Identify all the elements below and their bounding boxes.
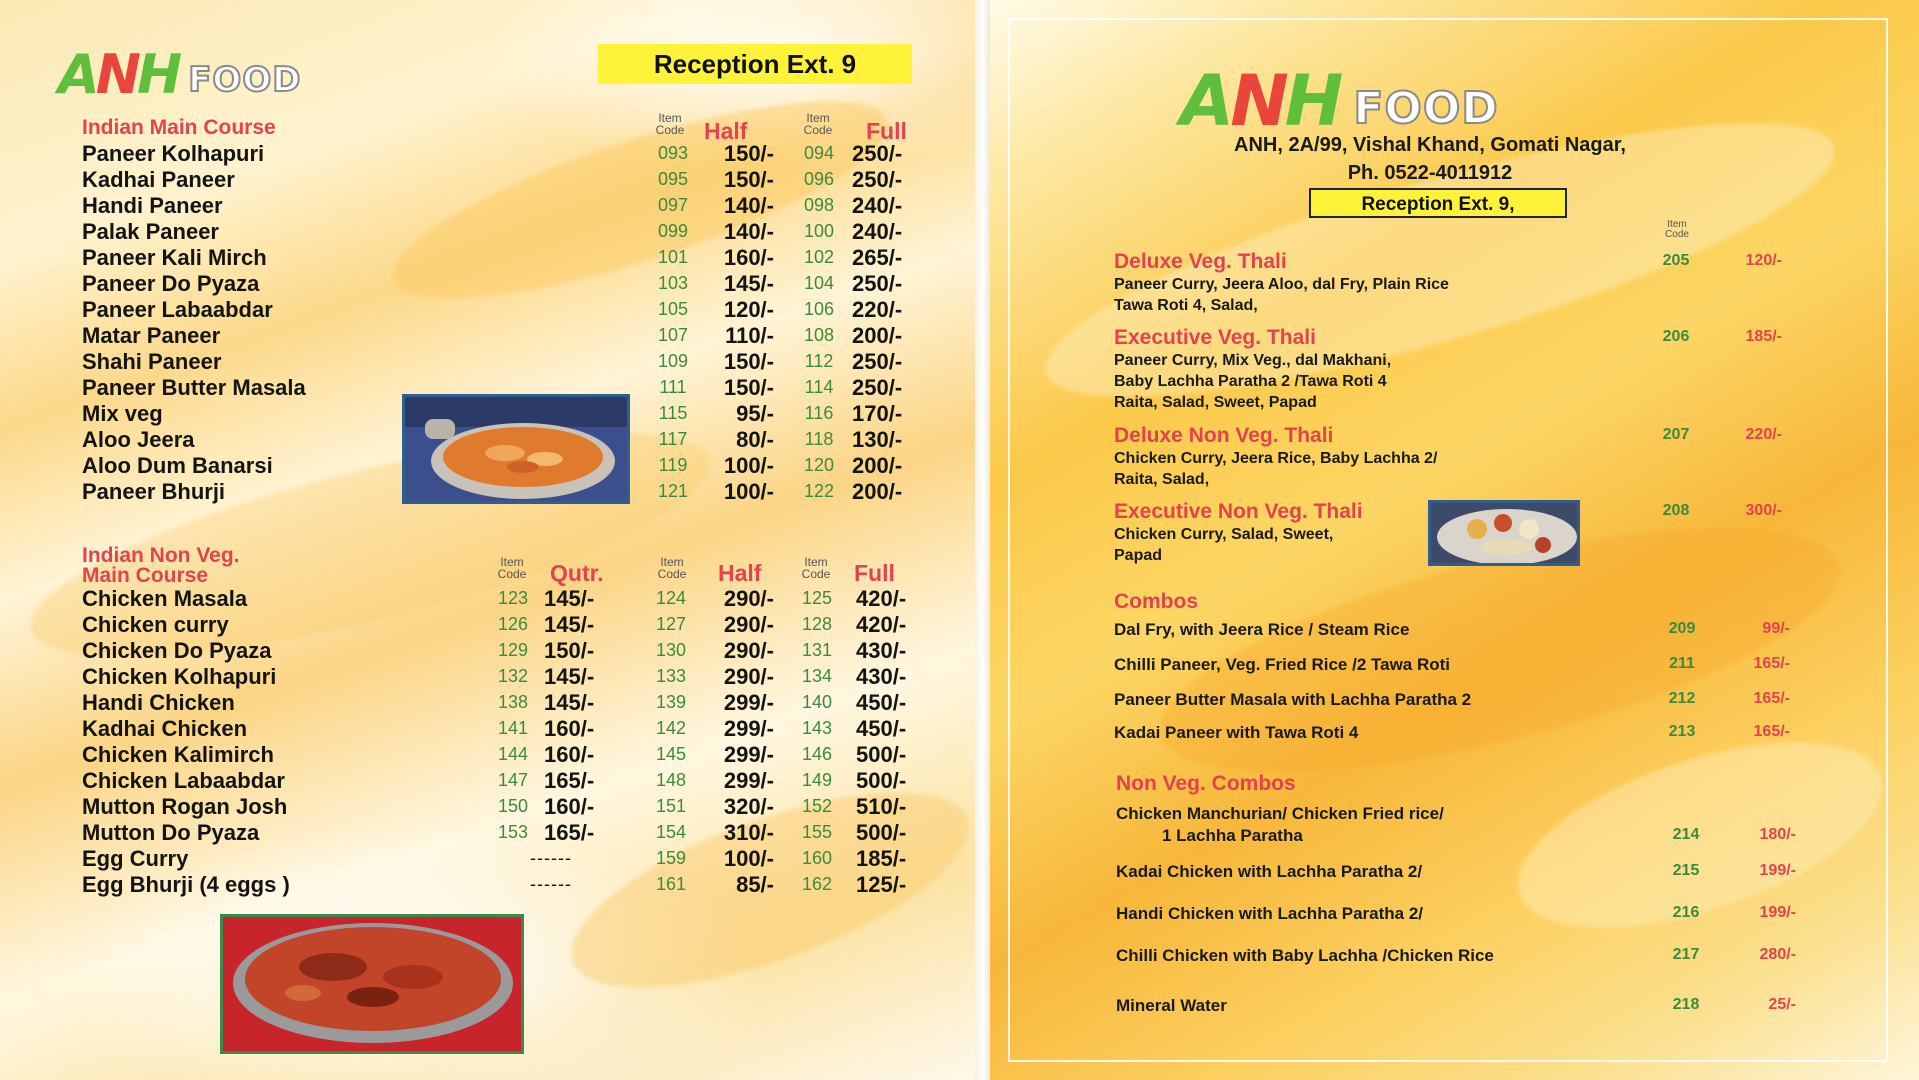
item-price: 25/- [1768, 996, 1796, 1013]
half-price: 290/- [723, 586, 774, 611]
item-code: 214 [1672, 826, 1700, 843]
item-code: 138 [497, 692, 529, 712]
item-code: 215 [1672, 862, 1700, 879]
item-code: 217 [1672, 946, 1700, 963]
reception-extension-banner: Reception Ext. 9 [598, 44, 912, 84]
dish-name: Mutton Do Pyaza [82, 820, 260, 845]
item-code: 117 [658, 429, 688, 449]
half-price: 150/- [723, 167, 774, 192]
quarter-price-header: Qutr. [550, 560, 604, 586]
item-code: 116 [804, 403, 834, 423]
item-price: 165/- [1753, 655, 1790, 672]
item-code: 211 [1669, 655, 1695, 672]
item-code: 155 [801, 822, 833, 842]
logo-anh-text: ANH [1180, 60, 1340, 142]
item-code: 096 [803, 169, 835, 189]
thali-description-line: Tawa Roti 4, Salad, [1114, 297, 1258, 314]
full-price: 220/- [852, 297, 903, 322]
item-price: 199/- [1759, 904, 1796, 921]
item-code: 143 [801, 718, 833, 738]
item-code: 150 [497, 796, 529, 816]
menu-item-row [82, 846, 942, 872]
item-price: 165/- [1753, 690, 1790, 707]
item-code: 206 [1662, 328, 1690, 345]
half-price: 290/- [723, 612, 774, 637]
half-price: 100/- [723, 453, 774, 478]
dish-name: Chicken Kalimirch [82, 742, 274, 767]
menu-item-row [82, 141, 942, 167]
half-price: 100/- [723, 479, 774, 504]
item-code: 108 [803, 325, 835, 345]
logo-food-text: FOOD [188, 60, 302, 100]
item-code: 131 [801, 640, 833, 660]
dish-name: Egg Curry [82, 846, 189, 871]
item-price: 220/- [1745, 426, 1782, 443]
full-price: 430/- [856, 638, 907, 663]
menu-item-row [82, 664, 942, 690]
half-price: 290/- [723, 664, 774, 689]
menu-item-row [82, 690, 942, 716]
dish-name: Chicken curry [82, 612, 229, 637]
item-code: 213 [1668, 723, 1696, 740]
section-title-nonveg-combos: Non Veg. Combos [1116, 772, 1296, 795]
item-code: 100 [803, 221, 835, 241]
thali-item [1114, 326, 1634, 413]
item-code: 130 [655, 640, 687, 660]
quarter-price-unavailable: ------ [530, 874, 572, 894]
dish-name: Palak Paneer [82, 219, 219, 244]
paneer-dish-photo [402, 394, 630, 504]
thali-title: Deluxe Non Veg. Thali [1114, 424, 1334, 447]
dish-name: Egg Bhurji (4 eggs ) [82, 872, 290, 897]
item-code: 093 [657, 143, 689, 163]
full-price-header: Full [854, 560, 895, 586]
half-price-header: Half [718, 560, 762, 586]
combo-item: Dal Fry, with Jeera Rice / Steam Rice [1114, 620, 1410, 639]
item-code: 146 [801, 744, 833, 764]
menu-item-row [82, 167, 942, 193]
full-price: 250/- [852, 167, 903, 192]
dish-name: Mutton Rogan Josh [82, 794, 288, 819]
item-code: 141 [497, 718, 529, 738]
item-code: 151 [655, 796, 687, 816]
quarter-price: 165/- [544, 820, 595, 845]
item-code-header: Item Code [1665, 219, 1689, 240]
menu-item-row [82, 612, 942, 638]
menu-item-row [82, 349, 942, 375]
item-code: 153 [497, 822, 529, 842]
dish-name: Mix veg [82, 401, 163, 426]
item-code: 126 [497, 614, 529, 634]
combo-item: Chilli Paneer, Veg. Fried Rice /2 Tawa Roti [1114, 655, 1451, 674]
nonveg-combo-item: Chicken Manchurian/ Chicken Fried rice/ [1116, 804, 1444, 823]
half-price: 150/- [723, 375, 774, 400]
dish-name: Paneer Do Pyaza [82, 271, 260, 296]
item-code: 218 [1672, 996, 1700, 1013]
menu-item-row [82, 794, 942, 820]
item-code: 121 [657, 481, 689, 501]
item-code: 106 [803, 299, 835, 319]
full-price: 500/- [856, 742, 907, 767]
logo-anh-text: ANH [58, 43, 179, 106]
menu-item-row [82, 872, 942, 898]
menu-item-row [82, 297, 942, 323]
section-title-combos: Combos [1114, 590, 1198, 613]
anh-food-logo [1180, 60, 1499, 142]
item-code: 099 [657, 221, 689, 241]
item-code: 105 [657, 299, 689, 319]
item-code-header: Item Code [657, 555, 687, 581]
combo-item: Paneer Butter Masala with Lachha Paratha 2 [1114, 690, 1472, 709]
item-code: 097 [657, 195, 689, 215]
item-code: 124 [655, 588, 687, 608]
full-price: 420/- [856, 586, 907, 611]
item-code: 103 [657, 273, 689, 293]
dish-name: Paneer Kali Mirch [82, 245, 267, 270]
full-price: 125/- [856, 872, 907, 897]
item-code: 115 [658, 403, 688, 423]
item-code: 133 [655, 666, 687, 686]
dish-name: Aloo Dum Banarsi [82, 453, 273, 478]
item-code: 207 [1662, 426, 1690, 443]
item-price: 165/- [1753, 723, 1790, 740]
quarter-price: 160/- [544, 742, 595, 767]
half-price: 95/- [736, 401, 774, 426]
item-price: 120/- [1745, 252, 1782, 269]
item-code: 159 [655, 848, 687, 868]
full-price: 250/- [852, 271, 903, 296]
logo-food-text: FOOD [1353, 83, 1499, 134]
half-price: 120/- [723, 297, 774, 322]
menu-item-row [82, 742, 942, 768]
item-code: 142 [655, 718, 687, 738]
half-price: 160/- [723, 245, 774, 270]
half-price: 110/- [725, 323, 774, 348]
half-price: 140/- [723, 193, 774, 218]
full-price: 130/- [852, 427, 903, 452]
full-price: 430/- [856, 664, 907, 689]
item-code: 122 [803, 481, 835, 501]
item-code: 128 [801, 614, 833, 634]
dish-name: Paneer Kolhapuri [82, 141, 265, 166]
item-code: 101 [657, 247, 689, 267]
full-price: 500/- [856, 820, 907, 845]
half-price: 290/- [723, 638, 774, 663]
item-code: 102 [803, 247, 835, 267]
item-code-header: Item Code [497, 555, 527, 581]
half-price: 150/- [723, 349, 774, 374]
full-price: 200/- [852, 323, 903, 348]
item-price: 180/- [1759, 826, 1796, 843]
full-price-header: Full [866, 118, 907, 144]
menu-item-row [82, 323, 942, 349]
full-price: 200/- [852, 453, 903, 478]
item-code-header: Item Code [801, 555, 831, 581]
item-code: 162 [801, 874, 833, 894]
item-code: 125 [801, 588, 833, 608]
item-price: 280/- [1759, 946, 1796, 963]
dish-name: Shahi Paneer [82, 349, 222, 374]
dish-name: Kadhai Chicken [82, 716, 248, 741]
menu-center-fold [975, 0, 990, 1080]
item-code: 154 [655, 822, 687, 842]
dish-name: Paneer Bhurji [82, 479, 226, 504]
thali-description-line: Raita, Salad, [1114, 471, 1210, 488]
half-price: 150/- [723, 141, 774, 166]
quarter-price-unavailable: ------ [530, 848, 572, 868]
quarter-price: 145/- [544, 664, 595, 689]
menu-item-row [82, 820, 942, 846]
thali-title: Executive Non Veg. Thali [1114, 500, 1363, 523]
combo-item: Kadai Paneer with Tawa Roti 4 [1114, 723, 1359, 742]
menu-item-row [82, 586, 942, 612]
thali-photo [1428, 500, 1580, 566]
item-code: 119 [658, 455, 688, 475]
dish-name: Chicken Masala [82, 586, 248, 611]
quarter-price: 165/- [544, 768, 595, 793]
full-price: 200/- [852, 479, 903, 504]
full-price: 420/- [856, 612, 907, 637]
thali-item [1114, 250, 1634, 316]
item-code: 129 [497, 640, 529, 660]
menu-item-row [82, 271, 942, 297]
item-code: 152 [801, 796, 833, 816]
thali-description-line: Paneer Curry, Jeera Aloo, dal Fry, Plain Rice [1114, 276, 1449, 293]
item-price: 99/- [1762, 620, 1790, 637]
item-code: 127 [655, 614, 687, 634]
dish-name: Kadhai Paneer [82, 167, 235, 192]
menu-item-row [82, 768, 942, 794]
item-code: 205 [1662, 252, 1690, 269]
thali-description-line: Papad [1114, 547, 1163, 564]
section-title-nonveg-line1: Indian Non Veg. [82, 544, 240, 567]
item-code: 104 [803, 273, 835, 293]
quarter-price: 145/- [544, 690, 595, 715]
half-price: 85/- [736, 872, 774, 897]
full-price: 170/- [852, 401, 903, 426]
dish-name: Chicken Kolhapuri [82, 664, 277, 689]
dish-name: Chicken Do Pyaza [82, 638, 272, 663]
menu-item-row [82, 193, 942, 219]
menu-item-row [82, 245, 942, 271]
dish-name: Matar Paneer [82, 323, 221, 348]
thali-description-line: Raita, Salad, Sweet, Papad [1114, 394, 1317, 411]
half-price: 299/- [723, 768, 774, 793]
restaurant-address: ANH, 2A/99, Vishal Khand, Gomati Nagar, [1234, 134, 1626, 156]
item-code: 147 [497, 770, 529, 790]
menu-item-row [82, 219, 942, 245]
full-price: 250/- [852, 141, 903, 166]
half-price: 299/- [723, 690, 774, 715]
quarter-price: 150/- [544, 638, 595, 663]
item-code: 216 [1672, 904, 1700, 921]
item-code: 148 [655, 770, 687, 790]
dish-name: Chicken Labaabdar [82, 768, 285, 793]
item-code: 208 [1662, 502, 1690, 519]
half-price: 145/- [723, 271, 774, 296]
item-price: 199/- [1759, 862, 1796, 879]
reception-extension-banner: Reception Ext. 9, [1309, 188, 1567, 218]
full-price: 450/- [856, 716, 907, 741]
item-code: 160 [801, 848, 833, 868]
full-price: 450/- [856, 690, 907, 715]
dish-name: Paneer Butter Masala [82, 375, 306, 400]
item-code: 212 [1668, 690, 1696, 707]
item-price: 300/- [1745, 502, 1782, 519]
quarter-price: 145/- [544, 612, 595, 637]
nonveg-combo-item: Handi Chicken with Lachha Paratha 2/ [1116, 904, 1424, 923]
quarter-price: 145/- [544, 586, 595, 611]
item-code: 095 [657, 169, 689, 189]
item-code: 094 [803, 143, 835, 163]
thali-item [1114, 424, 1634, 490]
anh-food-logo [58, 43, 302, 106]
thali-description-line: Chicken Curry, Jeera Rice, Baby Lachha 2/ [1114, 450, 1438, 467]
item-code-header: Item Code [803, 111, 833, 137]
half-price-header: Half [704, 118, 748, 144]
thali-title: Executive Veg. Thali [1114, 326, 1316, 349]
full-price: 240/- [852, 193, 903, 218]
dish-name: Handi Chicken [82, 690, 235, 715]
item-code-header: Item Code [655, 111, 685, 137]
menu-item-row [82, 638, 942, 664]
restaurant-phone: Ph. 0522-4011912 [1347, 162, 1513, 184]
dish-name: Handi Paneer [82, 193, 223, 218]
half-price: 299/- [723, 742, 774, 767]
item-code: 107 [657, 325, 689, 345]
half-price: 299/- [723, 716, 774, 741]
full-price: 265/- [852, 245, 903, 270]
nonveg-combo-item: Chilli Chicken with Baby Lachha /Chicken Rice [1116, 946, 1494, 965]
quarter-price: 160/- [544, 794, 595, 819]
item-code: 120 [803, 455, 835, 475]
full-price: 185/- [856, 846, 907, 871]
full-price: 510/- [856, 794, 907, 819]
half-price: 80/- [736, 427, 774, 452]
item-code: 134 [801, 666, 833, 686]
item-code: 209 [1668, 620, 1696, 637]
item-code: 145 [655, 744, 687, 764]
nonveg-combo-item: Mineral Water [1116, 996, 1227, 1015]
item-code: 139 [655, 692, 687, 712]
item-code: 098 [803, 195, 835, 215]
half-price: 100/- [723, 846, 774, 871]
thali-description-line: Baby Lachha Paratha 2 /Tawa Roti 4 [1114, 373, 1387, 390]
item-code: 118 [804, 429, 834, 449]
nonveg-combo-item: 1 Lachha Paratha [1162, 826, 1303, 845]
dish-name: Aloo Jeera [82, 427, 195, 452]
item-code: 111 [659, 377, 687, 397]
section-title-nonveg-line2: Main Course [82, 564, 209, 587]
half-price: 140/- [723, 219, 774, 244]
item-code: 149 [801, 770, 833, 790]
half-price: 320/- [723, 794, 774, 819]
section-title-indian-main-course: Indian Main Course [82, 116, 276, 139]
item-code: 144 [497, 744, 529, 764]
item-code: 140 [801, 692, 833, 712]
full-price: 240/- [852, 219, 903, 244]
item-code: 161 [655, 874, 687, 894]
full-price: 500/- [856, 768, 907, 793]
thali-description-line: Paneer Curry, Mix Veg., dal Makhani, [1114, 352, 1392, 369]
item-code: 112 [804, 351, 834, 371]
item-code: 132 [497, 666, 529, 686]
chicken-dish-photo [220, 914, 524, 1054]
thali-title: Deluxe Veg. Thali [1114, 250, 1287, 273]
half-price: 310/- [723, 820, 774, 845]
dish-name: Paneer Labaabdar [82, 297, 273, 322]
nonveg-combo-item: Kadai Chicken with Lachha Paratha 2/ [1116, 862, 1423, 881]
full-price: 250/- [852, 375, 903, 400]
item-code: 123 [497, 588, 529, 608]
item-price: 185/- [1745, 328, 1782, 345]
thali-description-line: Chicken Curry, Salad, Sweet, [1114, 526, 1334, 543]
item-code: 109 [657, 351, 689, 371]
item-code: 114 [804, 377, 834, 397]
full-price: 250/- [852, 349, 903, 374]
menu-item-row [82, 716, 942, 742]
quarter-price: 160/- [544, 716, 595, 741]
